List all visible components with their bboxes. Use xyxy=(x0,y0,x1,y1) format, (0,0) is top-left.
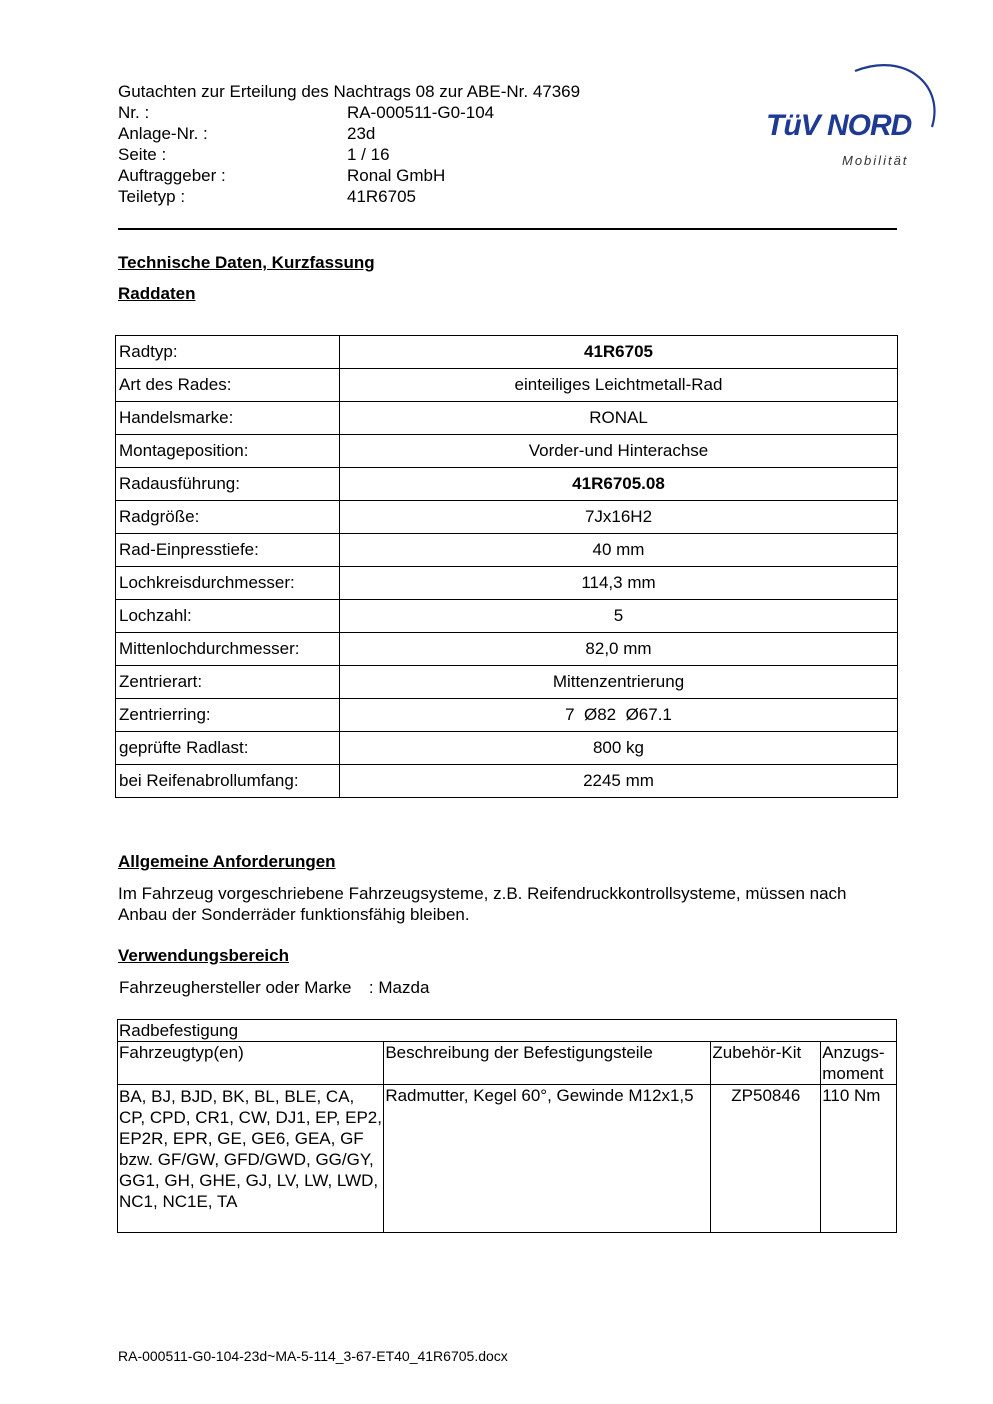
table-header-row xyxy=(118,1042,897,1085)
table-row xyxy=(116,402,898,435)
column-header: Beschreibung der Befestigungsteile xyxy=(384,1042,711,1085)
tuv-nord-logo-graphic xyxy=(760,55,945,175)
column-header: Anzugs- moment xyxy=(821,1042,897,1085)
moment-cell: 110 Nm xyxy=(821,1085,897,1233)
raddaten-key: Art des Rades: xyxy=(116,369,340,402)
logo-tagline: Mobilität xyxy=(842,153,909,168)
header-value: RA-000511-G0-104 xyxy=(347,103,495,122)
raddaten-key: Mittenlochdurchmesser: xyxy=(116,633,340,666)
tuv-nord-logo xyxy=(760,55,945,175)
radbefestigung-table xyxy=(117,1019,897,1233)
table-row xyxy=(118,1085,897,1233)
raddaten-key: Zentrierring: xyxy=(116,699,340,732)
table-row xyxy=(116,600,898,633)
raddaten-key: Handelsmarke: xyxy=(116,402,340,435)
allgemeine-paragraph: Im Fahrzeug vorgeschriebene Fahrzeugsysteme, z.B. Reifendruckkontrollsysteme, müssen nach Anbau der Sonderräder funktionsfähig bleiben. xyxy=(118,884,847,924)
raddaten-value: 7 Ø82 Ø67.1 xyxy=(340,699,898,732)
beschreibung-cell: Radmutter, Kegel 60°, Gewinde M12x1,5 xyxy=(384,1085,711,1233)
table-row xyxy=(116,336,898,369)
verwendung-value: Mazda xyxy=(378,978,430,997)
kit-cell: ZP50846 xyxy=(711,1085,821,1233)
document-title: Gutachten zur Erteilung des Nachtrags 08 zur ABE-Nr. 47369 xyxy=(118,82,581,101)
raddaten-key: Montageposition: xyxy=(116,435,340,468)
header-label: Auftraggeber : xyxy=(118,166,226,185)
raddaten-value: 41R6705 xyxy=(340,336,898,369)
raddaten-key: geprüfte Radlast: xyxy=(116,732,340,765)
table-row xyxy=(116,633,898,666)
table-row xyxy=(116,666,898,699)
column-header: Fahrzeugtyp(en) xyxy=(118,1042,384,1085)
table-row xyxy=(116,468,898,501)
table-row xyxy=(116,765,898,798)
raddaten-table xyxy=(115,335,898,798)
raddaten-key: Radausführung: xyxy=(116,468,340,501)
raddaten-key: Radgröße: xyxy=(116,501,340,534)
header-label: Teiletyp : xyxy=(118,187,186,206)
section-title-technische-daten: Technische Daten, Kurzfassung xyxy=(118,253,375,272)
header-label: Nr. : xyxy=(118,103,150,122)
verwendung-label: Fahrzeughersteller oder Marke xyxy=(119,978,352,997)
raddaten-value: 5 xyxy=(340,600,898,633)
table-row xyxy=(118,1020,897,1042)
raddaten-value: 40 mm xyxy=(340,534,898,567)
raddaten-key: Rad-Einpresstiefe: xyxy=(116,534,340,567)
raddaten-key: Lochkreisdurchmesser: xyxy=(116,567,340,600)
footer-filename: RA-000511-G0-104-23d~MA-5-114_3-67-ET40_41R6705.docx xyxy=(118,1348,508,1364)
raddaten-key: bei Reifenabrollumfang: xyxy=(116,765,340,798)
table-row xyxy=(116,501,898,534)
table-row xyxy=(116,534,898,567)
raddaten-value: 2245 mm xyxy=(340,765,898,798)
raddaten-key: Lochzahl: xyxy=(116,600,340,633)
header-label: Seite : xyxy=(118,145,167,164)
raddaten-value: Vorder-und Hinterachse xyxy=(340,435,898,468)
header-value: 23d xyxy=(347,124,376,143)
radbefestigung-title: Radbefestigung xyxy=(118,1020,897,1042)
header-divider xyxy=(118,228,897,230)
header-value: 1 / 16 xyxy=(347,145,390,164)
logo-wordmark: TüV NORD xyxy=(766,109,912,142)
table-row xyxy=(116,567,898,600)
raddaten-value: 82,0 mm xyxy=(340,633,898,666)
verwendung-separator: : xyxy=(368,978,374,997)
header-value: 41R6705 xyxy=(347,187,417,206)
table-row xyxy=(116,732,898,765)
raddaten-value: 800 kg xyxy=(340,732,898,765)
section-title-verwendung: Verwendungsbereich xyxy=(118,946,289,965)
raddaten-value: Mittenzentrierung xyxy=(340,666,898,699)
section-title-allgemeine: Allgemeine Anforderungen xyxy=(118,852,336,871)
table-row xyxy=(116,369,898,402)
fahrzeugtypen-cell: BA, BJ, BJD, BK, BL, BLE, CA, CP, CPD, CR1, CW, DJ1, EP, EP2, EP2R, EPR, GE, GE6, GEA, GF bzw. GF/GW, GFD/GWD, GG/GY, GG1, GH, GHE, GJ, LV, LW, LWD, NC1, NC1E, TA xyxy=(118,1085,384,1233)
table-row xyxy=(116,699,898,732)
raddaten-value: einteiliges Leichtmetall-Rad xyxy=(340,369,898,402)
raddaten-key: Zentrierart: xyxy=(116,666,340,699)
section-title-raddaten: Raddaten xyxy=(118,284,196,303)
raddaten-key: Radtyp: xyxy=(116,336,340,369)
raddaten-value: 114,3 mm xyxy=(340,567,898,600)
verwendung-line xyxy=(119,978,429,998)
table-row xyxy=(116,435,898,468)
header-label: Anlage-Nr. : xyxy=(118,124,208,143)
column-header: Zubehör-Kit xyxy=(711,1042,821,1085)
raddaten-value: 7Jx16H2 xyxy=(340,501,898,534)
raddaten-value: 41R6705.08 xyxy=(340,468,898,501)
header-value: Ronal GmbH xyxy=(347,166,446,185)
raddaten-value: RONAL xyxy=(340,402,898,435)
